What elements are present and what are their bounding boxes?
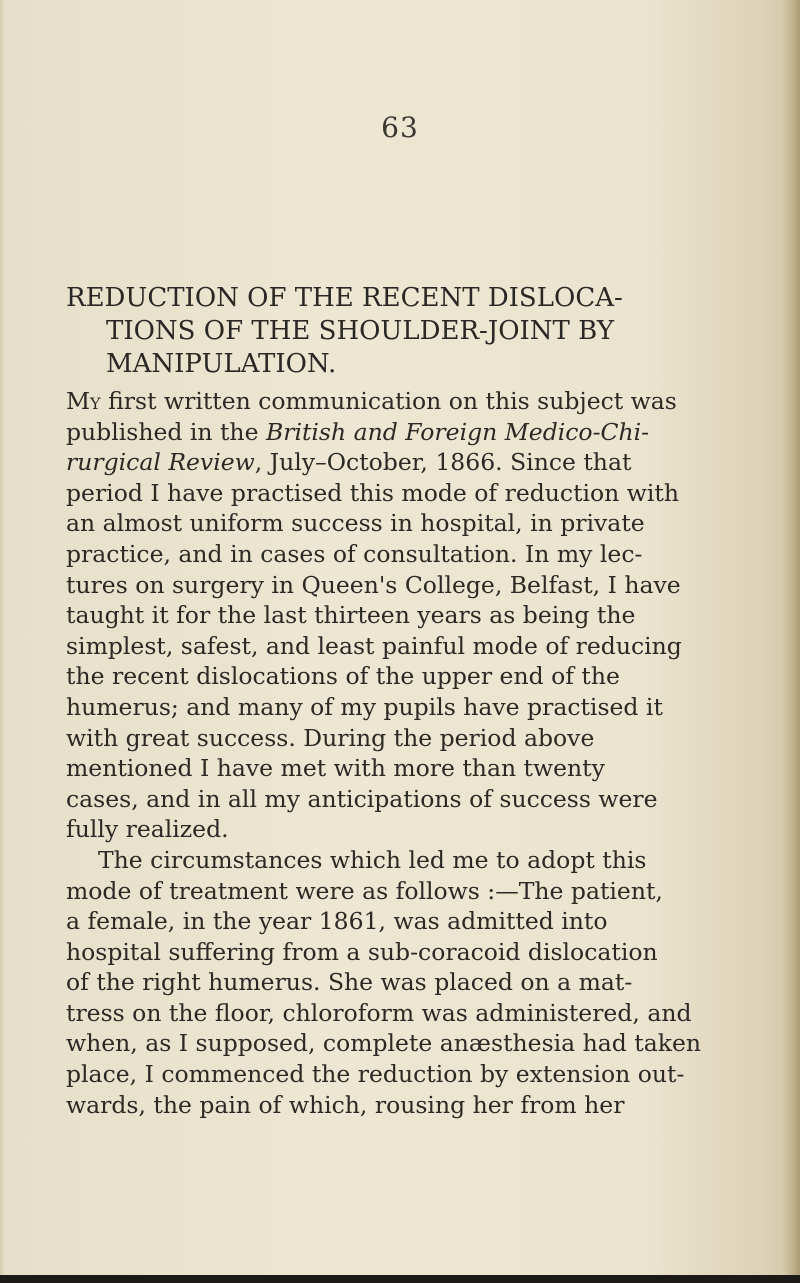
journal-title-cont: rurgical Review (66, 448, 255, 477)
page-right-edge-shadow (782, 0, 800, 1283)
page-bottom-edge (0, 1275, 800, 1283)
text-line: humerus; and many of my pupils have practised it (66, 692, 663, 721)
text-line: taught it for the last thirteen years as being the (66, 601, 636, 630)
text-line: practice, and in cases of consultation. In my lec- (66, 539, 643, 568)
text-line: tures on surgery in Queen's College, Belfast, I have (66, 570, 681, 599)
text-line: mentioned I have met with more than twenty (66, 754, 605, 783)
text-line: hospital suffering from a sub-coracoid dislocation (66, 937, 658, 966)
text-line: mode of treatment were as follows :—The patient, (66, 876, 663, 905)
text-line: simplest, safest, and least painful mode of reducing (66, 631, 682, 660)
text-line: wards, the pain of which, rousing her from her (66, 1090, 625, 1119)
text-line: an almost uniform success in hospital, in private (66, 509, 645, 538)
paragraph-1 (66, 386, 738, 845)
text-line: The circumstances which led me to adopt this (98, 845, 647, 874)
text-line: published in the British and Foreign Medico-Chi- (66, 417, 650, 446)
text-line: place, I commenced the reduction by extension out- (66, 1060, 685, 1089)
text-line: the recent dislocations of the upper end of the (66, 662, 620, 691)
text-line: tress on the floor, chloroform was administered, and (66, 998, 692, 1027)
title-line-2: TIONS OF THE SHOULDER-JOINT BY (106, 316, 614, 346)
first-word: My (66, 387, 101, 415)
page-number: 63 (381, 111, 419, 144)
text-line: My first written communication on this subject was (66, 387, 677, 415)
title-line-3: MANIPULATION. (106, 349, 337, 379)
page-left-edge (0, 0, 5, 1283)
text-line: a female, in the year 1861, was admitted into (66, 907, 608, 936)
chapter-title (66, 282, 766, 381)
text-line: cases, and in all my anticipations of success were (66, 784, 658, 813)
title-line-1: REDUCTION OF THE RECENT DISLOCA- (66, 283, 623, 313)
text-line: when, as I supposed, complete anæsthesia had taken (66, 1029, 702, 1058)
text-line: rurgical Review, July–October, 1866. Since that (66, 448, 632, 477)
paragraph-2 (66, 845, 738, 1120)
text-line: of the right humerus. She was placed on a mat- (66, 968, 633, 997)
body-text (66, 386, 738, 1120)
journal-title: British and Foreign Medico-Chi- (265, 417, 650, 446)
text-line: fully realized. (66, 815, 229, 844)
text-line: with great success. During the period above (66, 723, 595, 752)
text-line: period I have practised this mode of reduction with (66, 478, 679, 507)
